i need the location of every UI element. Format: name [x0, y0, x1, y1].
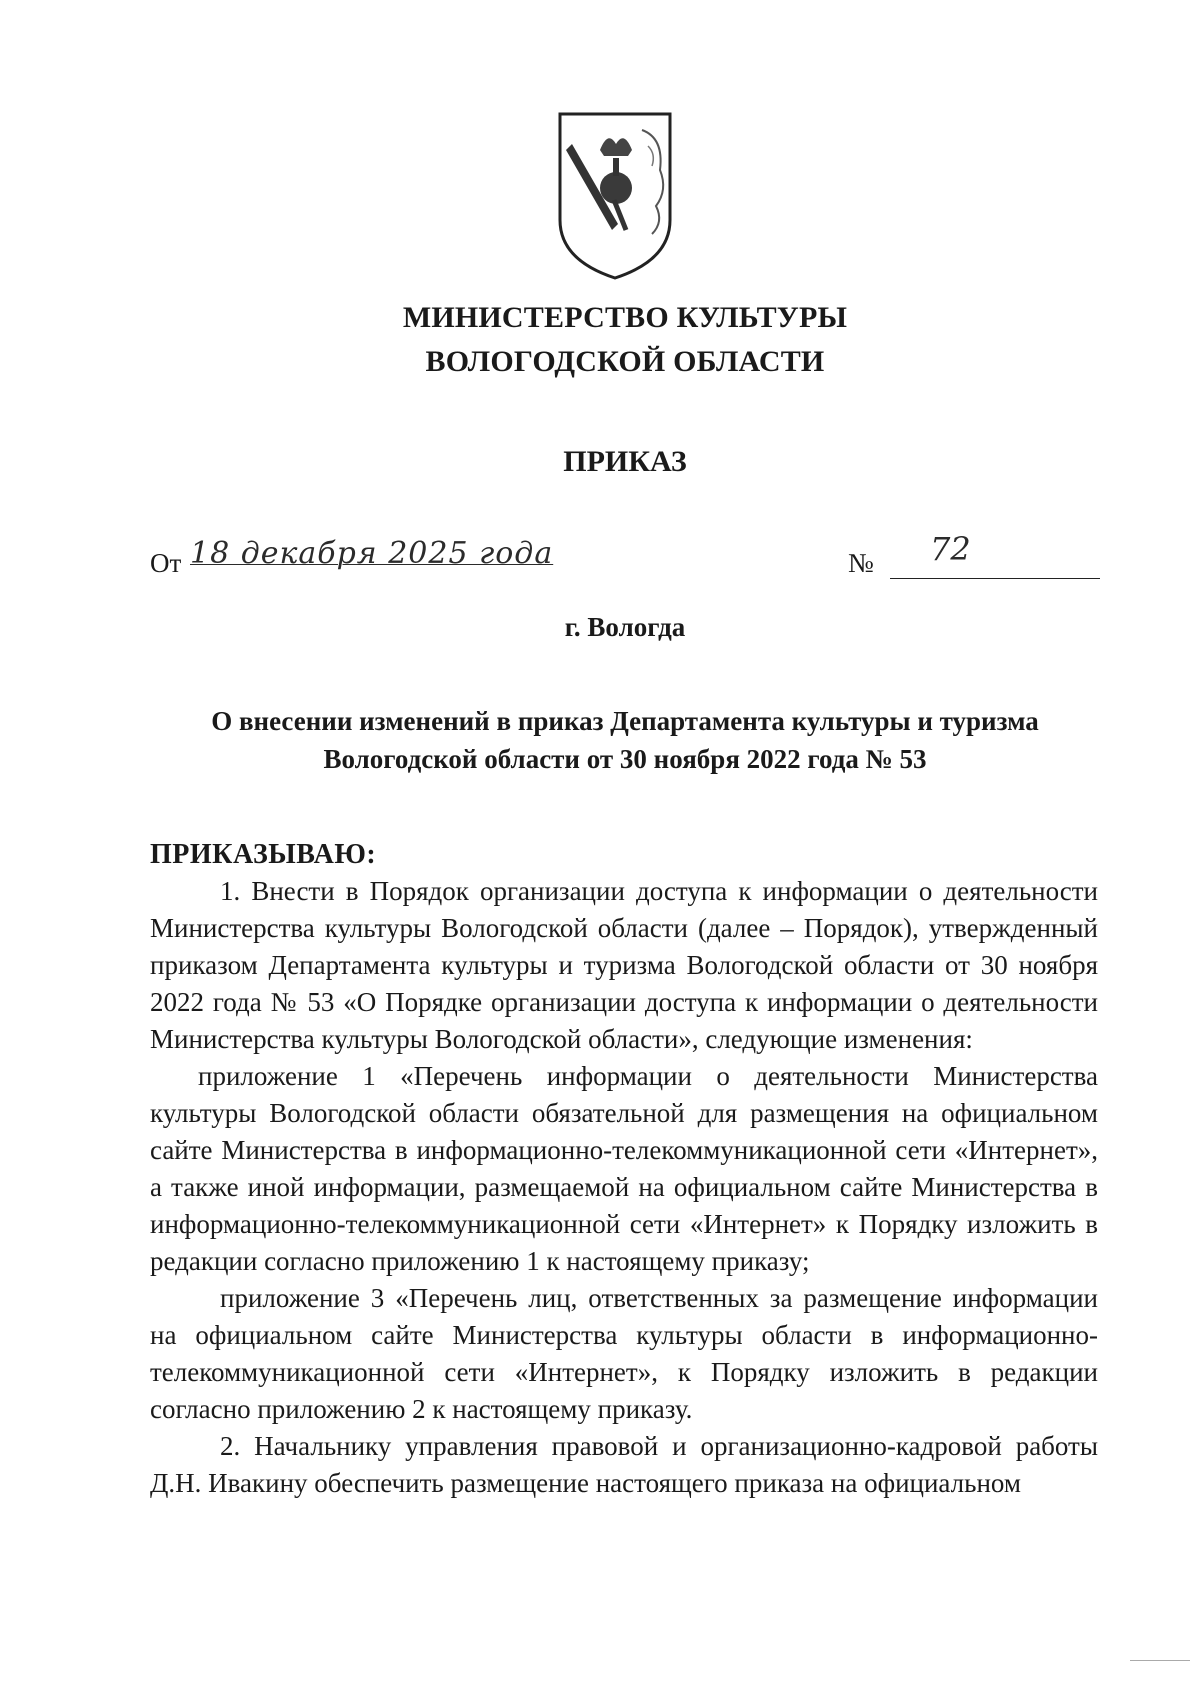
body-heading: ПРИКАЗЫВАЮ: [150, 839, 377, 870]
date-number-row [150, 530, 1100, 580]
date-prefix: От [150, 548, 182, 578]
ministry-name [0, 296, 1200, 384]
number-underline [890, 578, 1100, 579]
page-edge-mark [1130, 1660, 1190, 1661]
subject-line-1: О внесении изменений в приказ Департамента культуры и туризма [211, 706, 1039, 736]
city: г. Вологда [564, 612, 686, 642]
document-type: ПРИКАЗ [563, 445, 687, 478]
paragraph-4: 2. Начальнику управления правовой и организационно-кадровой работы Д.Н. Ивакину обеспечить размещение настоящего приказа на официальном [150, 1431, 1098, 1498]
handwritten-date: 18 декабря 2025 года [190, 536, 554, 571]
paragraph-2: приложение 1 «Перечень информации о деятельности Министерства культуры Вологодской области обязательной для размещения на официальном сайте Министерства в информационно-телекоммуникационной сети «Интернет», а также иной информации, размещаемой на официальном сайте Министерства в информационно-телекоммуникационной сети «Интернет» к Порядку изложить в редакции согласно приложению 1 к настоящему приказу; [150, 1061, 1098, 1276]
vologda-oblast-coat-of-arms-icon [556, 110, 674, 282]
order-body [150, 836, 1098, 1502]
subject-line-2: Вологодской области от 30 ноября 2022 года № 53 [323, 744, 927, 774]
paragraph-1: 1. Внести в Порядок организации доступа к информации о деятельности Министерства культуры Вологодской области (далее – Порядок), утвержденный приказом Департамента культуры и туризма Вологодской области от 30 ноября 2022 года № 53 «О Порядке организации доступа к информации о деятельности Министерства культуры Вологодской области», следующие изменения: [150, 876, 1098, 1054]
number-prefix: № [848, 548, 874, 578]
paragraph-3: приложение 3 «Перечень лиц, ответственных за размещение информации на официальном сайте Министерства культуры области в информационно-телекоммуникационной сети «Интернет», к Порядку изложить в редакции согласно приложению 2 к настоящему приказу. [150, 1283, 1098, 1424]
order-subject [150, 702, 1100, 778]
ministry-line-1: МИНИСТЕРСТВО КУЛЬТУРЫ [402, 301, 848, 334]
handwritten-number: 72 [930, 530, 971, 568]
ministry-line-2: ВОЛОГОДСКОЙ ОБЛАСТИ [425, 345, 825, 378]
